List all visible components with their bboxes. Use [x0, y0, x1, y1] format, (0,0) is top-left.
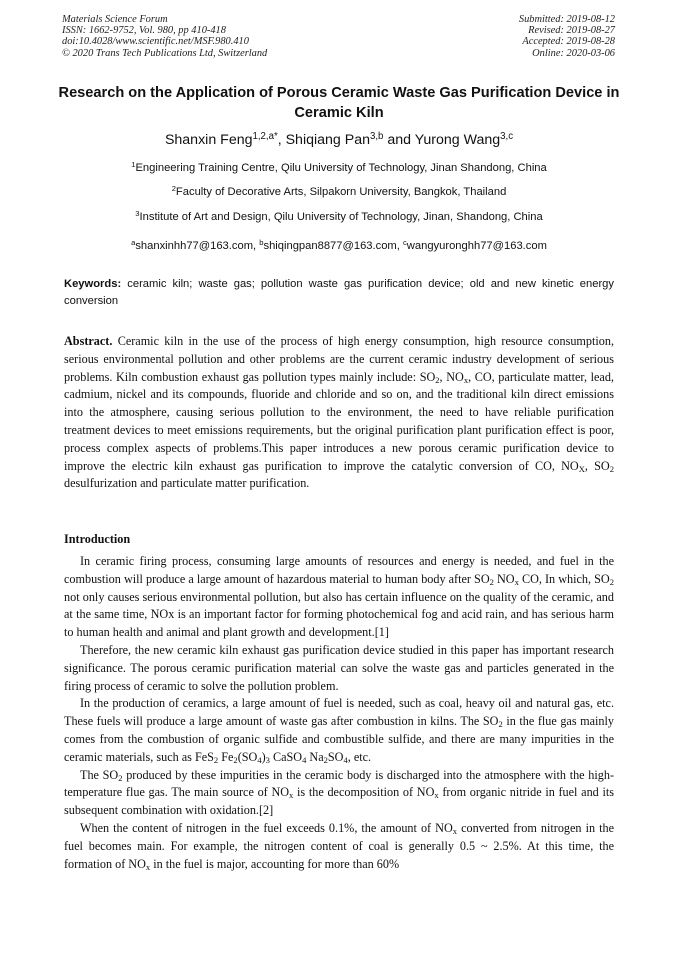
- paragraph-text: in the flue gas mainly comes from the combustion of organic sulfide and combustible sulfide, and there are many impurities in the ceramic materials, such as FeS: [64, 714, 614, 764]
- subscript: x: [145, 861, 151, 872]
- affiliation-mark: 2: [171, 184, 176, 194]
- author-affiliation-mark: 1,2,a*: [252, 131, 278, 143]
- subscript: 2: [609, 576, 614, 587]
- email-mark: c: [402, 238, 407, 248]
- paragraph-text: In the production of ceramics, a large amount of fuel is needed, such as coal, heavy oil and natural gas, etc. These fuels will produce a large amount of waste gas after combustion in kilns. The SO: [64, 696, 614, 729]
- affiliation-3: [40, 210, 638, 224]
- subscript: x: [463, 374, 469, 385]
- author-separator: and: [383, 132, 415, 148]
- section-heading-introduction: Introduction: [64, 532, 131, 546]
- author-affiliation-mark: 3,b: [370, 131, 384, 143]
- subscript: 2: [435, 374, 440, 385]
- subscript: 2: [498, 719, 503, 730]
- paragraph: Therefore, the new ceramic kiln exhaust gas purification device studied in this paper has important research significance. The porous ceramic purification material can solve the waste gas and particles generated in the firing process of ceramic to solve the pollution problem.: [64, 642, 614, 693]
- abstract-label: Abstract.: [64, 334, 113, 348]
- journal-copyright: © 2020 Trans Tech Publications Ltd, Switzerland: [62, 47, 268, 59]
- subscript: 3: [265, 754, 270, 765]
- paragraph-text: ): [261, 749, 266, 764]
- subscript: x: [452, 826, 458, 837]
- abstract-text: , NO: [439, 369, 464, 384]
- date-accepted: Accepted: 2019-08-28: [522, 36, 615, 48]
- paragraph-text: CO, In which, SO: [518, 571, 610, 586]
- author-affiliation-mark: 3,c: [500, 131, 514, 143]
- paragraph-text: in the fuel is major, accounting for more than 60%: [150, 856, 400, 871]
- abstract-text: , SO: [584, 458, 610, 473]
- paragraph-text: In ceramic firing process, consuming large amounts of resources and energy is needed, and fuel in the combustion will produce a large amount of hazardous material to human body after SO: [64, 554, 614, 586]
- paragraph-text: NO: [493, 571, 515, 586]
- abstract: [64, 333, 614, 493]
- abstract-text: Ceramic kiln in the use of the process of high energy consumption, high resource consumption, serious environmental pollution and other problems are the current ceramic industry development of serious problems. Kiln combustion exhaust gas pollution types mainly include: SO: [64, 334, 614, 384]
- subscript: x: [514, 576, 519, 587]
- author-list: [40, 131, 638, 149]
- paper-title: Research on the Application of Porous Ceramic Waste Gas Purification Device in Ceramic Kiln: [58, 85, 620, 121]
- subscript: 2: [233, 754, 238, 765]
- affiliation-mark: 3: [135, 209, 140, 219]
- date-revised: Revised: 2019-08-27: [528, 25, 615, 37]
- subscript: 2: [609, 463, 614, 474]
- paragraph-text: produced by these impurities in the ceramic body is discharged into the atmosphere with the high-temperature flue gas. The main source of NO: [64, 767, 615, 800]
- author-name: Yurong Wang: [414, 132, 501, 148]
- journal-info: [62, 14, 267, 59]
- paragraph-text: SO: [327, 749, 344, 764]
- affiliation-2: [40, 185, 638, 199]
- paragraph: [64, 695, 614, 766]
- paragraph-text: The SO: [80, 767, 119, 782]
- subscript: 4: [302, 754, 307, 765]
- paragraph: [64, 820, 614, 873]
- paragraph-text: (SO: [237, 749, 258, 764]
- affiliation-1: [40, 161, 638, 175]
- abstract-text: , CO, particulate matter, lead, cadmium, nickel and its compounds, fluoride and chloride and so on, and the traditional kiln direct emissions into the atmosphere, causing serious pollution to the environment, the need to have reliable purification treatment devices to meet emissions requirements, but the original purification plant purification effect is poor, process complex aspects of problems.This paper introduces a new porous ceramic purification device to improve the electric kiln exhaust gas purification to improve the catalytic conversion of CO, NO: [64, 369, 614, 473]
- keywords-label: Keywords:: [64, 278, 122, 290]
- affiliation-mark: 1: [131, 160, 136, 170]
- keywords-text: ceramic kiln; waste gas; pollution waste gas purification device; old and new kinetic energy conversion: [64, 278, 614, 307]
- author-emails: [40, 239, 638, 253]
- date-online: Online: 2020-03-06: [532, 47, 615, 59]
- submission-dates: [519, 14, 615, 59]
- affiliation-text: Institute of Art and Design, Qilu University of Technology, Jinan, Shandong, China: [139, 211, 543, 223]
- journal-issn: ISSN: 1662-9752, Vol. 980, pp 410-418: [62, 25, 226, 37]
- paragraph-text: is the decomposition of NO: [293, 785, 435, 800]
- subscript: 2: [213, 754, 219, 765]
- subscript: 2: [323, 754, 328, 765]
- email-link[interactable]: wangyuronghh77@163.com: [406, 240, 547, 252]
- email-link[interactable]: shanxinhh77@163.com,: [135, 240, 260, 252]
- paragraph-text: Fe: [218, 749, 234, 764]
- email-mark: b: [259, 238, 264, 248]
- paragraph-text: When the content of nitrogen in the fuel exceeds 0.1%, the amount of NO: [80, 820, 453, 835]
- email-link[interactable]: shiqingpan8877@163.com,: [263, 240, 403, 252]
- subscript: x: [289, 790, 294, 801]
- paragraph: [64, 767, 614, 820]
- author-separator: ,: [277, 132, 286, 148]
- journal-name: Materials Science Forum: [62, 14, 168, 25]
- paragraph-text: from organic nitride in fuel and its subsequent combination with oxidation.[2]: [64, 785, 614, 818]
- subscript: 2: [489, 576, 494, 587]
- journal-doi: doi:10.4028/www.scientific.net/MSF.980.410: [62, 36, 249, 48]
- affiliation-text: Faculty of Decorative Arts, Silpakorn University, Bangkok, Thailand: [175, 186, 507, 198]
- author-name: Shiqiang Pan: [285, 132, 370, 148]
- paragraph-text: CaSO: [269, 749, 303, 764]
- paragraph-text: Na: [306, 749, 324, 764]
- subscript: 4: [257, 754, 262, 765]
- subscript: X: [578, 463, 585, 474]
- paragraph-text: not only causes serious environmental pollution, but also has certain influence on the quality of the ceramic, and at the same time, NOx is an important factor for forming photochemical fog and acid rain, and has serious harm to human health and animal and plant growth and development.[1]: [64, 589, 614, 640]
- date-submitted: Submitted: 2019-08-12: [518, 14, 615, 25]
- introduction-body: [64, 553, 614, 873]
- subscript: x: [434, 790, 439, 801]
- subscript: 4: [343, 754, 348, 765]
- email-mark: a: [131, 238, 136, 248]
- paragraph-text: , etc.: [347, 749, 372, 764]
- abstract-text: desulfurization and particulate matter purification.: [64, 476, 310, 491]
- paragraph-text: converted from nitrogen in the fuel becomes main. For example, the nitrogen content of coal is generally 0.5 ~ 2.5%. At this time, the formation of NO: [64, 820, 614, 871]
- affiliation-text: Engineering Training Centre, Qilu University of Technology, Jinan Shandong, China: [135, 162, 547, 174]
- paragraph: [64, 553, 614, 642]
- subscript: 2: [118, 772, 123, 783]
- keywords: [64, 276, 614, 310]
- author-name: Shanxin Feng: [164, 132, 253, 148]
